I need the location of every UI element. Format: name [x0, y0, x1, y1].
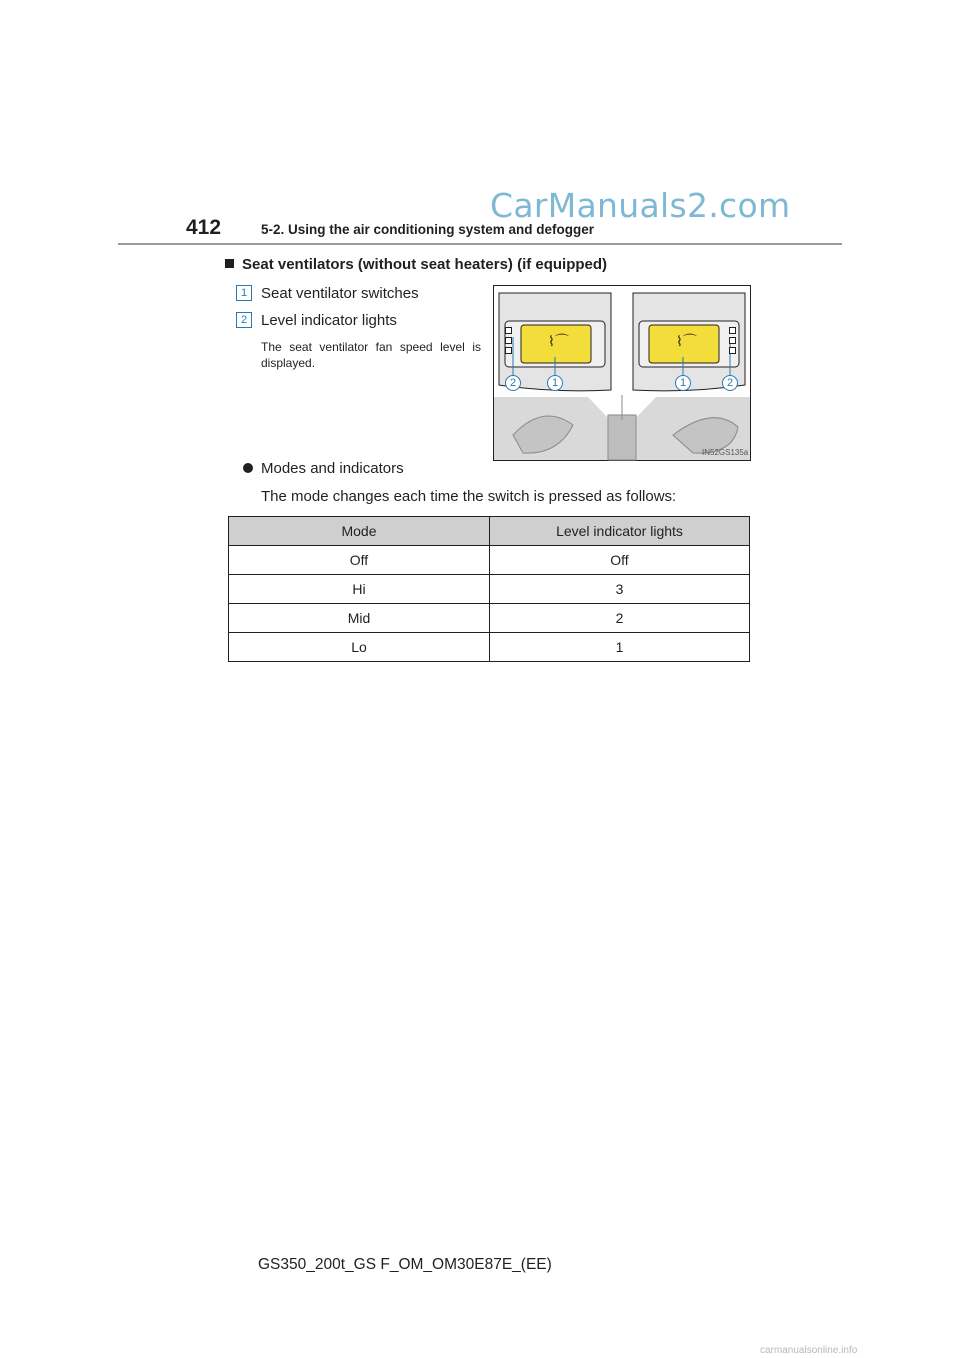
item-label-switches: Seat ventilator switches	[261, 285, 419, 302]
bullet-dot-icon	[243, 463, 253, 473]
table-header-row	[229, 517, 750, 546]
seat-ventilator-figure	[493, 285, 751, 461]
indicator-light-icon	[505, 327, 512, 334]
header-rule	[118, 243, 842, 245]
table-row	[229, 633, 750, 662]
level-indicator-left	[505, 327, 512, 354]
figure-callout-2-right: 2	[722, 375, 738, 391]
indicator-light-icon	[505, 347, 512, 354]
figure-callout-1-left: 1	[547, 375, 563, 391]
modes-description: The mode changes each time the switch is pressed as follows:	[261, 488, 677, 505]
document-id: GS350_200t_GS F_OM_OM30E87E_(EE)	[258, 1256, 552, 1273]
table-cell-level: Off	[490, 546, 750, 575]
modes-bullet	[243, 460, 404, 477]
table-cell-mode: Off	[229, 546, 490, 575]
indicator-light-icon	[729, 337, 736, 344]
item-note: The seat ventilator fan speed level is displayed.	[261, 340, 481, 370]
callout-1: 1	[236, 285, 252, 301]
table-row	[229, 546, 750, 575]
indicator-light-icon	[729, 327, 736, 334]
item-label-indicators: Level indicator lights	[261, 312, 397, 329]
table-cell-level: 2	[490, 604, 750, 633]
table-cell-level: 1	[490, 633, 750, 662]
level-indicator-right	[729, 327, 736, 354]
column-header-mode: Mode	[229, 517, 490, 546]
footer-watermark: carmanualsonline.info	[760, 1345, 858, 1356]
section-heading-text: Seat ventilators (without seat heaters) (if equipped)	[242, 256, 608, 273]
callout-2: 2	[236, 312, 252, 328]
section-heading	[225, 256, 607, 273]
figure-code: IN52GS135a	[702, 448, 749, 457]
figure-callout-2-left: 2	[505, 375, 521, 391]
seat-ventilator-icon: ⌇⌒	[548, 333, 569, 349]
site-watermark: CarManuals2.com	[490, 186, 791, 225]
table-row	[229, 604, 750, 633]
figure-callout-1-right: 1	[675, 375, 691, 391]
indicator-light-icon	[505, 337, 512, 344]
table-cell-level: 3	[490, 575, 750, 604]
table-cell-mode: Mid	[229, 604, 490, 633]
page-number: 412	[186, 216, 222, 239]
table-cell-mode: Lo	[229, 633, 490, 662]
seat-ventilator-icon: ⌇⌒	[676, 333, 697, 349]
section-title: 5-2. Using the air conditioning system and defogger	[261, 222, 595, 237]
table-row	[229, 575, 750, 604]
table-cell-mode: Hi	[229, 575, 490, 604]
column-header-indicators: Level indicator lights	[490, 517, 750, 546]
modes-bullet-text: Modes and indicators	[261, 460, 404, 477]
mode-table	[228, 516, 750, 662]
square-bullet-icon	[225, 259, 234, 268]
indicator-light-icon	[729, 347, 736, 354]
